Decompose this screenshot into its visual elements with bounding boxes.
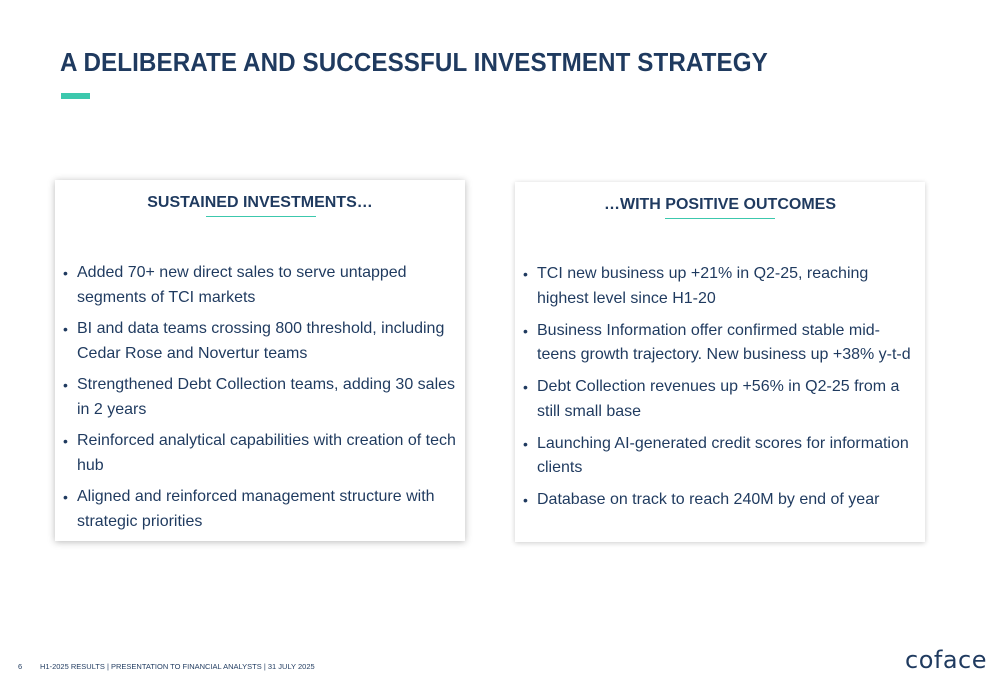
bullet-text: Reinforced analytical capabilities with creation of tech hub (77, 432, 456, 474)
bullet-text: TCI new business up +21% in Q2-25, reaching highest level since H1-20 (537, 265, 869, 307)
list-item (63, 261, 457, 310)
bullet-icon: • (523, 266, 528, 282)
positive-outcomes-card (515, 182, 925, 542)
bullet-icon: • (63, 433, 68, 449)
bullet-icon: • (63, 321, 68, 337)
card-heading: SUSTAINED INVESTMENTS… (147, 194, 373, 211)
bullet-list (523, 262, 917, 520)
bullet-icon: • (523, 492, 528, 508)
footer-text: H1-2025 RESULTS | PRESENTATION TO FINANCIAL ANALYSTS | 31 JULY 2025 (40, 662, 315, 671)
slide-title: A DELIBERATE AND SUCCESSFUL INVESTMENT STRATEGY (60, 47, 768, 77)
bullet-text: Debt Collection revenues up +56% in Q2-25 from a still small base (537, 378, 900, 420)
bullet-text: Launching AI-generated credit scores for information clients (537, 434, 909, 476)
page-number: 6 (18, 662, 23, 671)
bullet-icon: • (63, 489, 68, 505)
list-item (63, 317, 457, 366)
list-item (523, 262, 917, 311)
list-item (63, 485, 457, 534)
card-heading: …WITH POSITIVE OUTCOMES (603, 196, 836, 213)
bullet-icon: • (63, 265, 68, 281)
bullet-icon: • (523, 322, 528, 339)
heading-underline (665, 218, 775, 219)
bullet-list (63, 261, 457, 541)
footer (18, 662, 315, 671)
bullet-text: Database on track to reach 240M by end of year (537, 491, 880, 508)
list-item (523, 319, 917, 368)
list-item (523, 375, 917, 424)
bullet-text: Business Information offer confirmed stable mid-teens growth trajectory. New business up +38% y-t-d (537, 321, 911, 363)
bullet-text: Added 70+ new direct sales to serve untapped segments of TCI markets (77, 264, 407, 306)
list-item (63, 429, 457, 478)
bullet-icon: • (523, 379, 528, 395)
title-accent-bar (61, 93, 90, 99)
bullet-icon: • (63, 377, 68, 393)
bullet-text: Aligned and reinforced management structure with strategic priorities (77, 488, 435, 530)
sustained-investments-card (55, 180, 465, 541)
list-item (63, 373, 457, 422)
bullet-text: Strengthened Debt Collection teams, adding 30 sales in 2 years (77, 376, 456, 418)
list-item (523, 432, 917, 481)
list-item (523, 488, 917, 513)
heading-underline (206, 216, 316, 217)
bullet-icon: • (523, 435, 528, 452)
bullet-text: BI and data teams crossing 800 threshold, including Cedar Rose and Novertur teams (77, 320, 445, 362)
coface-logo: coface (905, 646, 987, 674)
